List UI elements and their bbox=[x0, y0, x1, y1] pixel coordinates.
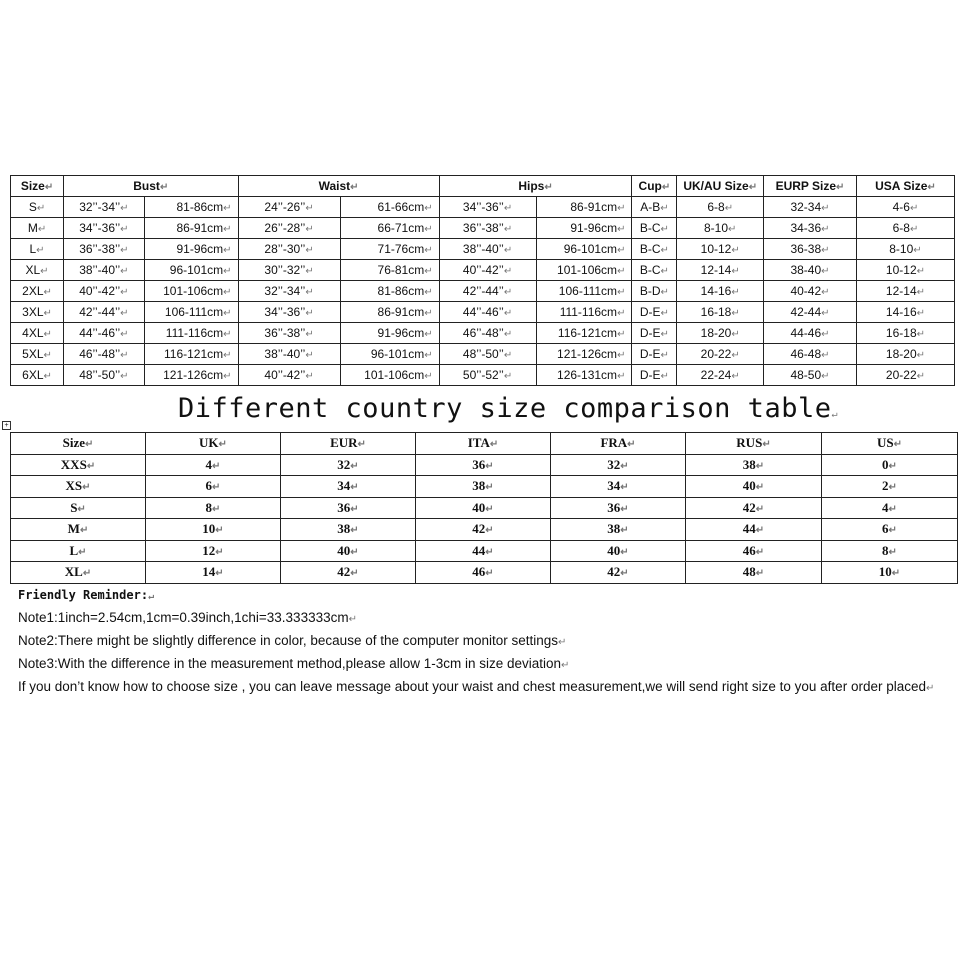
cell-waist-in: 24’’-26’’↵ bbox=[238, 197, 340, 218]
comparison-cell: 6↵ bbox=[822, 519, 958, 541]
cell-eurp: 48-50↵ bbox=[764, 365, 857, 386]
cell-cup: D-E↵ bbox=[632, 323, 677, 344]
comparison-cell: 42↵ bbox=[686, 497, 822, 519]
cell-bust-in: 32’’-34’’↵ bbox=[64, 197, 145, 218]
comparison-cell: 0↵ bbox=[822, 454, 958, 476]
comparison-row bbox=[11, 454, 958, 476]
note-2: Note2:There might be slightly difference in color, because of the computer monitor settings↵ bbox=[18, 633, 567, 648]
cell-waist-in: 36’’-38’’↵ bbox=[238, 323, 340, 344]
comparison-cell: 34↵ bbox=[551, 476, 686, 498]
cell-size: 2XL↵ bbox=[11, 281, 64, 302]
cell-uk: 20-22↵ bbox=[677, 344, 764, 365]
comparison-header-size: Size↵ bbox=[11, 433, 146, 455]
cell-eurp: 40-42↵ bbox=[764, 281, 857, 302]
cell-usa: 16-18↵ bbox=[856, 323, 954, 344]
cell-hips-in: 36’’-38’’↵ bbox=[439, 218, 536, 239]
cell-bust-cm: 96-101cm↵ bbox=[144, 260, 238, 281]
cell-waist-cm: 91-96cm↵ bbox=[340, 323, 439, 344]
comparison-header-eur: EUR↵ bbox=[281, 433, 416, 455]
cell-bust-in: 40’’-42’’↵ bbox=[64, 281, 145, 302]
cell-uk: 6-8↵ bbox=[677, 197, 764, 218]
cell-size: M↵ bbox=[11, 218, 64, 239]
cell-hips-cm: 86-91cm↵ bbox=[536, 197, 632, 218]
cell-bust-in: 46’’-48’’↵ bbox=[64, 344, 145, 365]
cell-hips-cm: 116-121cm↵ bbox=[536, 323, 632, 344]
cell-usa: 12-14↵ bbox=[856, 281, 954, 302]
header-hips: Hips↵ bbox=[439, 176, 632, 197]
cell-eurp: 34-36↵ bbox=[764, 218, 857, 239]
cell-bust-in: 44’’-46’’↵ bbox=[64, 323, 145, 344]
cell-eurp: 42-44↵ bbox=[764, 302, 857, 323]
comparison-header-fra: FRA↵ bbox=[551, 433, 686, 455]
comparison-cell: M↵ bbox=[11, 519, 146, 541]
cell-bust-cm: 81-86cm↵ bbox=[144, 197, 238, 218]
cell-size: XL↵ bbox=[11, 260, 64, 281]
cell-waist-in: 38’’-40’’↵ bbox=[238, 344, 340, 365]
comparison-cell: 12↵ bbox=[146, 540, 281, 562]
comparison-cell: 38↵ bbox=[416, 476, 551, 498]
country-comparison-body bbox=[11, 433, 958, 584]
comparison-cell: 38↵ bbox=[281, 519, 416, 541]
size-chart-row bbox=[11, 218, 955, 239]
cell-hips-in: 34’’-36’’↵ bbox=[439, 197, 536, 218]
cell-usa: 10-12↵ bbox=[856, 260, 954, 281]
cell-usa: 6-8↵ bbox=[856, 218, 954, 239]
cell-hips-in: 38’’-40’’↵ bbox=[439, 239, 536, 260]
cell-eurp: 46-48↵ bbox=[764, 344, 857, 365]
cell-bust-cm: 116-121cm↵ bbox=[144, 344, 238, 365]
size-chart-row bbox=[11, 365, 955, 386]
cell-hips-cm: 91-96cm↵ bbox=[536, 218, 632, 239]
cell-uk: 12-14↵ bbox=[677, 260, 764, 281]
cell-waist-in: 30’’-32’’↵ bbox=[238, 260, 340, 281]
comparison-cell: 32↵ bbox=[551, 454, 686, 476]
comparison-cell: L↵ bbox=[11, 540, 146, 562]
cell-bust-cm: 86-91cm↵ bbox=[144, 218, 238, 239]
cell-usa: 14-16↵ bbox=[856, 302, 954, 323]
cell-waist-in: 32’’-34’’↵ bbox=[238, 281, 340, 302]
cell-waist-cm: 96-101cm↵ bbox=[340, 344, 439, 365]
comparison-cell: 38↵ bbox=[686, 454, 822, 476]
comparison-cell: 36↵ bbox=[281, 497, 416, 519]
friendly-reminder: Friendly Reminder:↵ bbox=[18, 588, 155, 602]
cell-cup: B-C↵ bbox=[632, 260, 677, 281]
comparison-cell: 8↵ bbox=[822, 540, 958, 562]
cell-waist-in: 26’’-28’’↵ bbox=[238, 218, 340, 239]
cell-size: 3XL↵ bbox=[11, 302, 64, 323]
comparison-cell: 2↵ bbox=[822, 476, 958, 498]
comparison-cell: 10↵ bbox=[822, 562, 958, 584]
comparison-row bbox=[11, 562, 958, 584]
comparison-header-rus: RUS↵ bbox=[686, 433, 822, 455]
cell-hips-in: 42’’-44’’↵ bbox=[439, 281, 536, 302]
cell-cup: D-E↵ bbox=[632, 365, 677, 386]
cell-uk: 14-16↵ bbox=[677, 281, 764, 302]
comparison-title: Different country size comparison table↵ bbox=[178, 393, 838, 424]
cell-size: L↵ bbox=[11, 239, 64, 260]
cell-waist-in: 40’’-42’’↵ bbox=[238, 365, 340, 386]
cell-uk: 18-20↵ bbox=[677, 323, 764, 344]
cell-waist-cm: 71-76cm↵ bbox=[340, 239, 439, 260]
cell-waist-cm: 61-66cm↵ bbox=[340, 197, 439, 218]
comparison-row bbox=[11, 519, 958, 541]
cell-bust-cm: 121-126cm↵ bbox=[144, 365, 238, 386]
cell-bust-cm: 106-111cm↵ bbox=[144, 302, 238, 323]
cell-bust-cm: 111-116cm↵ bbox=[144, 323, 238, 344]
size-chart-row bbox=[11, 281, 955, 302]
comparison-cell: 46↵ bbox=[686, 540, 822, 562]
cell-hips-cm: 111-116cm↵ bbox=[536, 302, 632, 323]
size-chart-table bbox=[10, 175, 955, 386]
cell-waist-cm: 86-91cm↵ bbox=[340, 302, 439, 323]
size-chart-row bbox=[11, 260, 955, 281]
header-eurp-size: EURP Size↵ bbox=[764, 176, 857, 197]
cell-cup: B-C↵ bbox=[632, 218, 677, 239]
header-uk-au-size: UK/AU Size↵ bbox=[677, 176, 764, 197]
comparison-cell: 40↵ bbox=[686, 476, 822, 498]
cell-waist-in: 34’’-36’’↵ bbox=[238, 302, 340, 323]
comparison-cell: XS↵ bbox=[11, 476, 146, 498]
comparison-cell: 10↵ bbox=[146, 519, 281, 541]
header-waist: Waist↵ bbox=[238, 176, 439, 197]
comparison-cell: 14↵ bbox=[146, 562, 281, 584]
comparison-header-us: US↵ bbox=[822, 433, 958, 455]
cell-eurp: 44-46↵ bbox=[764, 323, 857, 344]
comparison-header-uk: UK↵ bbox=[146, 433, 281, 455]
cell-bust-in: 48’’-50’’↵ bbox=[64, 365, 145, 386]
cell-hips-in: 50’’-52’’↵ bbox=[439, 365, 536, 386]
cell-eurp: 32-34↵ bbox=[764, 197, 857, 218]
cell-cup: B-D↵ bbox=[632, 281, 677, 302]
header-bust: Bust↵ bbox=[64, 176, 238, 197]
cell-cup: D-E↵ bbox=[632, 344, 677, 365]
cell-hips-cm: 96-101cm↵ bbox=[536, 239, 632, 260]
cell-waist-cm: 81-86cm↵ bbox=[340, 281, 439, 302]
cell-uk: 8-10↵ bbox=[677, 218, 764, 239]
cell-usa: 4-6↵ bbox=[856, 197, 954, 218]
comparison-cell: 4↵ bbox=[146, 454, 281, 476]
size-chart-header-row bbox=[11, 176, 955, 197]
comparison-cell: XXS↵ bbox=[11, 454, 146, 476]
size-chart-body bbox=[11, 176, 955, 386]
cell-hips-in: 44’’-46’’↵ bbox=[439, 302, 536, 323]
comparison-cell: 44↵ bbox=[686, 519, 822, 541]
cell-uk: 22-24↵ bbox=[677, 365, 764, 386]
size-chart-row bbox=[11, 302, 955, 323]
cell-bust-in: 36’’-38’’↵ bbox=[64, 239, 145, 260]
cell-hips-cm: 101-106cm↵ bbox=[536, 260, 632, 281]
cell-hips-in: 46’’-48’’↵ bbox=[439, 323, 536, 344]
note-3: Note3:With the difference in the measurement method,please allow 1-3cm in size deviation↵ bbox=[18, 656, 570, 671]
comparison-cell: 34↵ bbox=[281, 476, 416, 498]
comparison-cell: 40↵ bbox=[281, 540, 416, 562]
cell-usa: 20-22↵ bbox=[856, 365, 954, 386]
comparison-row bbox=[11, 497, 958, 519]
comparison-cell: 36↵ bbox=[551, 497, 686, 519]
cell-cup: A-B↵ bbox=[632, 197, 677, 218]
size-chart-row bbox=[11, 323, 955, 344]
header-usa-size: USA Size↵ bbox=[856, 176, 954, 197]
comparison-cell: 40↵ bbox=[416, 497, 551, 519]
comparison-cell: 40↵ bbox=[551, 540, 686, 562]
cell-waist-cm: 76-81cm↵ bbox=[340, 260, 439, 281]
cell-uk: 10-12↵ bbox=[677, 239, 764, 260]
comparison-cell: 42↵ bbox=[416, 519, 551, 541]
cell-hips-cm: 126-131cm↵ bbox=[536, 365, 632, 386]
comparison-row bbox=[11, 540, 958, 562]
comparison-cell: 32↵ bbox=[281, 454, 416, 476]
cell-size: 5XL↵ bbox=[11, 344, 64, 365]
comparison-cell: 4↵ bbox=[822, 497, 958, 519]
header-size: Size↵ bbox=[11, 176, 64, 197]
cell-usa: 18-20↵ bbox=[856, 344, 954, 365]
comparison-cell: 42↵ bbox=[281, 562, 416, 584]
cell-bust-cm: 91-96cm↵ bbox=[144, 239, 238, 260]
notes-section bbox=[18, 585, 953, 699]
cell-size: S↵ bbox=[11, 197, 64, 218]
country-comparison-table bbox=[10, 432, 958, 584]
comparison-row bbox=[11, 476, 958, 498]
comparison-cell: 36↵ bbox=[416, 454, 551, 476]
cell-bust-in: 38’’-40’’↵ bbox=[64, 260, 145, 281]
comparison-cell: XL↵ bbox=[11, 562, 146, 584]
comparison-cell: 6↵ bbox=[146, 476, 281, 498]
cell-waist-cm: 66-71cm↵ bbox=[340, 218, 439, 239]
comparison-cell: 48↵ bbox=[686, 562, 822, 584]
comparison-cell: 38↵ bbox=[551, 519, 686, 541]
cell-cup: B-C↵ bbox=[632, 239, 677, 260]
comparison-cell: S↵ bbox=[11, 497, 146, 519]
cell-bust-in: 42’’-44’’↵ bbox=[64, 302, 145, 323]
size-chart-row bbox=[11, 344, 955, 365]
cell-hips-cm: 106-111cm↵ bbox=[536, 281, 632, 302]
comparison-cell: 44↵ bbox=[416, 540, 551, 562]
cell-waist-in: 28’’-30’’↵ bbox=[238, 239, 340, 260]
cell-bust-in: 34’’-36’’↵ bbox=[64, 218, 145, 239]
cell-hips-in: 40’’-42’’↵ bbox=[439, 260, 536, 281]
cell-size: 6XL↵ bbox=[11, 365, 64, 386]
size-chart-row bbox=[11, 239, 955, 260]
comparison-cell: 42↵ bbox=[551, 562, 686, 584]
note-4: If you don’t know how to choose size , you can leave message about your waist and chest measurement,we will send right size to you after order placed↵ bbox=[18, 679, 935, 694]
table-move-handle-icon[interactable]: + bbox=[2, 421, 11, 430]
size-chart-row bbox=[11, 197, 955, 218]
comparison-header-ita: ITA↵ bbox=[416, 433, 551, 455]
cell-eurp: 36-38↵ bbox=[764, 239, 857, 260]
cell-cup: D-E↵ bbox=[632, 302, 677, 323]
cell-hips-cm: 121-126cm↵ bbox=[536, 344, 632, 365]
comparison-header-row bbox=[11, 433, 958, 455]
cell-waist-cm: 101-106cm↵ bbox=[340, 365, 439, 386]
note-1: Note1:1inch=2.54cm,1cm=0.39inch,1chi=33.333333cm↵ bbox=[18, 610, 357, 625]
cell-usa: 8-10↵ bbox=[856, 239, 954, 260]
cell-bust-cm: 101-106cm↵ bbox=[144, 281, 238, 302]
cell-size: 4XL↵ bbox=[11, 323, 64, 344]
cell-hips-in: 48’’-50’’↵ bbox=[439, 344, 536, 365]
comparison-cell: 46↵ bbox=[416, 562, 551, 584]
cell-uk: 16-18↵ bbox=[677, 302, 764, 323]
header-cup: Cup↵ bbox=[632, 176, 677, 197]
comparison-cell: 8↵ bbox=[146, 497, 281, 519]
cell-eurp: 38-40↵ bbox=[764, 260, 857, 281]
